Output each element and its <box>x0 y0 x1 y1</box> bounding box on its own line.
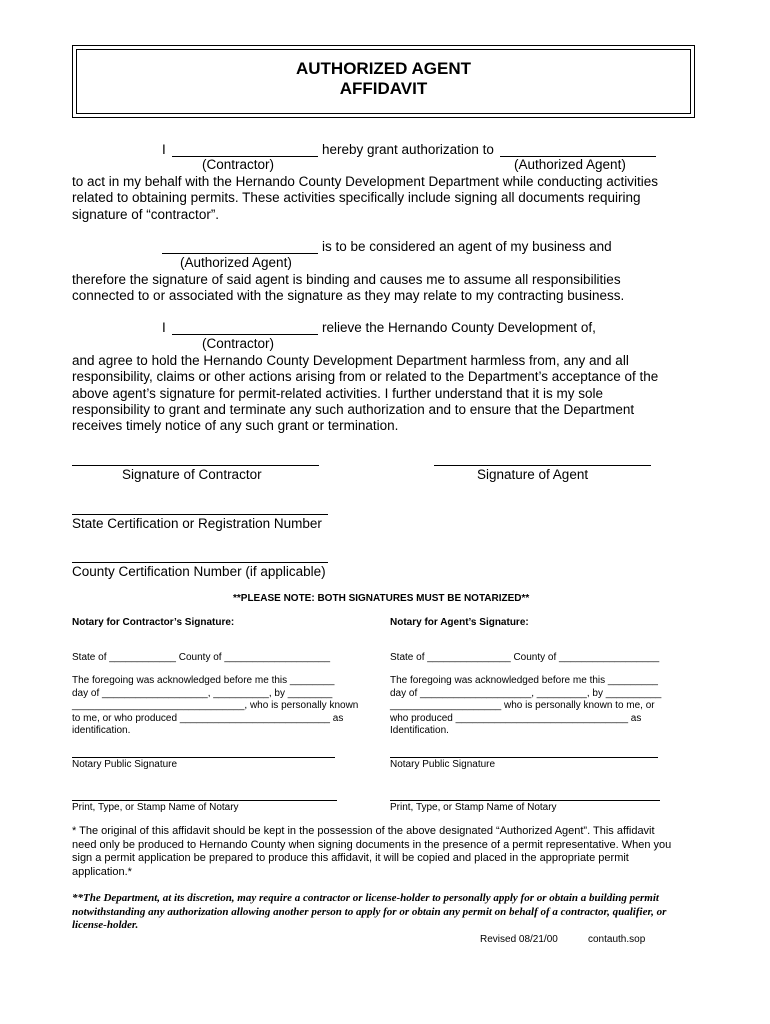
notary-contractor-ack-line[interactable]: _______________________________, who is personally known <box>72 700 359 711</box>
title-inner-border <box>76 49 691 114</box>
para3-body-line: and agree to hold the Hernando County Development Department harmless from, any and all <box>72 353 629 368</box>
contractor-signature-line[interactable] <box>72 465 319 466</box>
para3-contractor-label: (Contractor) <box>202 336 275 351</box>
agent-signature-line[interactable] <box>434 465 651 466</box>
title-box <box>72 45 695 118</box>
department-note-line: license-holder. <box>72 919 139 931</box>
notary-agent-signature-label: Notary Public Signature <box>390 759 496 770</box>
notary-agent-ack <box>390 675 661 738</box>
notary-agent-print-line[interactable] <box>390 800 660 801</box>
para1-body-line: to act in my behalf with the Hernando County Development Department while conducting activities <box>72 174 659 189</box>
revised-date: Revised 08/21/00 <box>480 934 558 945</box>
county-cert-line[interactable] <box>72 562 328 563</box>
para3-body-line: responsibility to grant and terminate any such authorization and to ensure that the Department <box>72 401 635 417</box>
contractor-signature-label: Signature of Contractor <box>122 467 262 482</box>
para1-agent-label: (Authorized Agent) <box>514 157 626 172</box>
notary-contractor-signature-label: Notary Public Signature <box>72 759 178 770</box>
file-name: contauth.sop <box>588 934 646 945</box>
notary-agent-heading: Notary for Agent’s Signature: <box>390 617 529 628</box>
department-note-line: notwithstanding any authorization allowing another person to apply for or obtain any permit on behalf of a contractor, qualifier, or <box>72 905 667 918</box>
county-cert-label: County Certification Number (if applicable) <box>72 564 326 579</box>
para3-body-line: above agent’s signature for permit-related activities. I further understand that it is my sole <box>72 385 604 401</box>
title-line-2: AFFIDAVIT <box>339 79 428 98</box>
contractor-relieve-line[interactable] <box>172 334 318 335</box>
notary-agent-state-county[interactable]: State of _______________ County of __________________ <box>390 652 660 663</box>
footnote <box>72 825 702 879</box>
department-note-line: **The Department, at its discretion, may require a contractor or license-holder to personally apply for or obtain a building permit <box>72 892 659 904</box>
notary-contractor-heading: Notary for Contractor’s Signature: <box>72 617 235 628</box>
footnote-line: application.* <box>72 865 132 878</box>
notary-agent-ack-line[interactable]: day of ____________________, _________, by __________ <box>390 687 662 699</box>
para2-body-line: therefore the signature of said agent is binding and causes me to assume all responsibilities <box>72 272 621 287</box>
para3-body-line: receives timely notice of any such grant or termination. <box>72 418 399 434</box>
notary-agent-signature-line[interactable] <box>390 757 658 758</box>
notary-contractor-print-line[interactable] <box>72 800 337 801</box>
notary-agent-ack-line[interactable]: who produced _______________________________ as <box>390 712 642 724</box>
notarize-note: **PLEASE NOTE: BOTH SIGNATURES MUST BE NOTARIZED** <box>233 593 530 604</box>
notary-contractor-ack-line[interactable]: to me, or who produced ___________________________ as <box>72 712 344 724</box>
department-note <box>72 892 702 933</box>
footnote-line: * The original of this affidavit should be kept in the possession of the above designated “Authorized Agent”. This affidavit <box>72 825 655 837</box>
para2-agent-text: is to be considered an agent of my business and <box>322 239 612 254</box>
para2-body <box>72 272 712 305</box>
notary-contractor-ack <box>72 675 358 738</box>
para3-body <box>72 353 712 434</box>
para1-pronoun: I <box>162 142 166 157</box>
para1-body-line: signature of “contractor”. <box>72 206 220 222</box>
footnote-line: sign a permit application be prepared to produce this affidavit, it will be copied and placed in the appropriate permit <box>72 852 629 864</box>
notary-agent-ack-line: Identification. <box>390 725 449 736</box>
para2-body-line: connected to or associated with the signature as they may relate to my contracting business. <box>72 288 625 304</box>
para1-grant-text: hereby grant authorization to <box>322 142 494 157</box>
footnote-line: need only be produced to Hernando County when signing documents in the presence of a permit representative. When you <box>72 838 672 851</box>
agent-business-line[interactable] <box>162 253 318 254</box>
para3-pronoun: I <box>162 320 166 335</box>
notary-contractor-ack-line[interactable]: day of ___________________, __________, by ________ <box>72 687 333 699</box>
notary-agent-ack-line[interactable]: ____________________ who is personally known to me, or <box>390 700 655 711</box>
state-cert-label: State Certification or Registration Number <box>72 516 322 531</box>
para3-body-line: responsibility, claims or other actions arising from or related to the Department’s acceptance of the <box>72 369 659 385</box>
para1-contractor-label: (Contractor) <box>202 157 275 172</box>
notary-contractor-ack-line: identification. <box>72 725 131 736</box>
agent-signature-label: Signature of Agent <box>477 467 589 482</box>
title-line-1: AUTHORIZED AGENT <box>295 59 472 78</box>
notary-contractor-signature-line[interactable] <box>72 757 335 758</box>
state-cert-line[interactable] <box>72 514 328 515</box>
notary-agent-print-label: Print, Type, or Stamp Name of Notary <box>390 802 557 813</box>
para1-body <box>72 174 712 223</box>
notary-contractor-state-county[interactable]: State of ____________ County of ___________________ <box>72 652 331 663</box>
para3-relieve-text: relieve the Hernando County Development of, <box>322 320 596 335</box>
para1-body-line: related to obtaining permits. These activities specifically include signing all documents requiring <box>72 190 641 206</box>
para2-agent-label: (Authorized Agent) <box>180 255 292 270</box>
notary-agent-ack-line[interactable]: The foregoing was acknowledged before me this _________ <box>390 675 658 686</box>
notary-contractor-print-label: Print, Type, or Stamp Name of Notary <box>72 802 239 813</box>
notary-contractor-ack-line[interactable]: The foregoing was acknowledged before me this ________ <box>72 675 335 686</box>
